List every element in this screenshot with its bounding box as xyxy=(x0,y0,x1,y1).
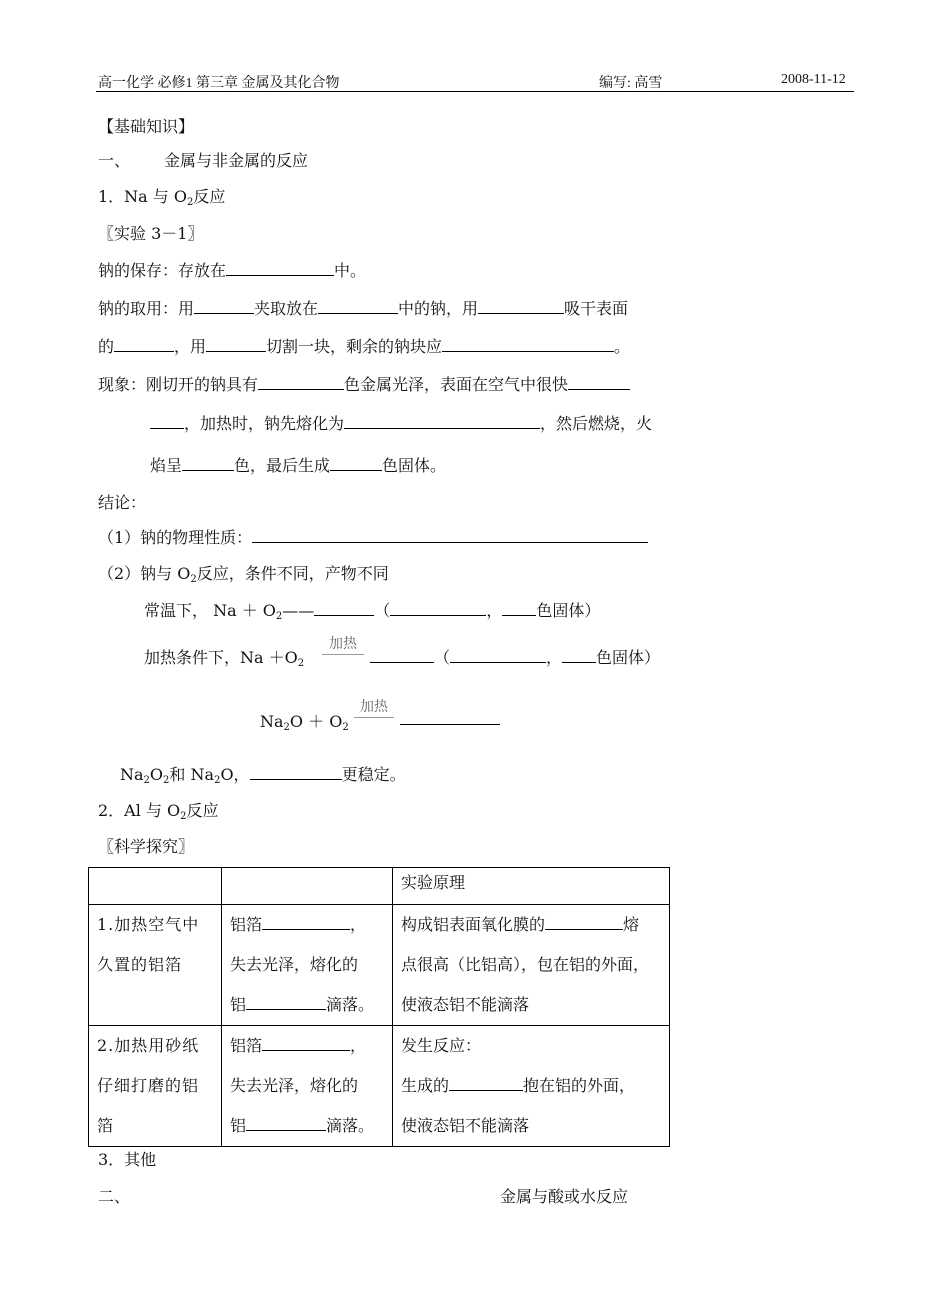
blank[interactable] xyxy=(390,600,486,616)
compare-line xyxy=(120,762,406,786)
takeout-b: 夹取放在 xyxy=(254,299,319,318)
cmp-s1: 2 xyxy=(143,775,150,786)
row2-cell-1 xyxy=(89,1026,222,1147)
blank[interactable] xyxy=(344,413,540,429)
part1-num: 一、 xyxy=(98,151,131,170)
header-rule xyxy=(96,91,854,92)
row2-cell-2 xyxy=(222,1026,393,1147)
row2-c2a: 铝箔 xyxy=(230,1036,263,1055)
header-subject: 高一化学 必修1 第三章 金属及其化合物 xyxy=(98,76,340,91)
row1-c2a: 铝箔 xyxy=(230,915,263,934)
takeout-line-1 xyxy=(98,296,628,319)
r2-c: （ xyxy=(434,648,451,667)
row2-c1-line3: 箔 xyxy=(97,1116,115,1135)
blank[interactable] xyxy=(194,298,254,314)
row2-c3-line1: 发生反应： xyxy=(401,1036,482,1055)
reaction-room-temp xyxy=(144,598,600,622)
takeout-g: 切割一块，剩余的钠块应 xyxy=(266,337,443,356)
blank[interactable] xyxy=(182,455,234,471)
r2-d: ， xyxy=(546,648,563,667)
item2-sub: 2 xyxy=(180,811,187,822)
phenom-f: 色，最后生成 xyxy=(234,456,331,475)
r3-s2: 2 xyxy=(342,722,349,733)
blank[interactable] xyxy=(246,994,326,1010)
cmp-a: Na xyxy=(120,765,144,784)
blank[interactable] xyxy=(450,647,546,663)
storage-text-a: 钠的保存：存放在 xyxy=(98,261,227,280)
r1-e: 色固体） xyxy=(536,601,601,620)
header-author: 编写: 高雪 xyxy=(599,76,663,91)
takeout-c: 中的钠，用 xyxy=(398,299,479,318)
row1-c3-line2: 点很高（比铝高），包在铝的外面， xyxy=(401,955,650,974)
storage-text-b: 中。 xyxy=(334,261,367,280)
blank[interactable] xyxy=(252,527,648,543)
blank[interactable] xyxy=(206,336,266,352)
cmp-d: O， xyxy=(220,765,250,784)
cmp-s3: 2 xyxy=(214,775,221,786)
blank[interactable] xyxy=(246,1115,326,1131)
table-header-row xyxy=(89,868,670,905)
blank[interactable] xyxy=(114,336,174,352)
r3-b: O ＋ O xyxy=(289,712,343,731)
heat-label-1: 加热 xyxy=(329,636,357,652)
heat-arrow-2 xyxy=(354,699,394,718)
item3-heading: 3．其他 xyxy=(98,1150,157,1169)
row2-c2b: ， xyxy=(350,1036,367,1055)
takeout-f: ，用 xyxy=(174,337,207,356)
blank[interactable] xyxy=(442,336,614,352)
row1-cell-3 xyxy=(393,905,670,1026)
cmp-c: 和 Na xyxy=(169,765,215,784)
row2-c2-line3 xyxy=(230,1106,384,1146)
phenom-line-2 xyxy=(150,411,652,434)
reaction-heating-1-blanks xyxy=(370,645,660,668)
blank[interactable] xyxy=(262,1035,350,1051)
phenom-line-1 xyxy=(98,372,630,395)
item1-label: 1．Na 与 O xyxy=(98,187,188,206)
blank[interactable] xyxy=(258,374,344,390)
row2-c3b: 生成的 xyxy=(401,1076,450,1095)
r1-c: （ xyxy=(374,601,391,620)
al-experiment-table xyxy=(88,867,670,1147)
r1-sub: 2 xyxy=(275,611,283,622)
row1-c3-line1 xyxy=(401,905,661,945)
item2-heading xyxy=(98,798,219,822)
row2-c1-line1: 2.加热用砂纸 xyxy=(97,1036,200,1055)
blank[interactable] xyxy=(400,709,500,725)
phenom-c: ，加热时，钠先熔化为 xyxy=(184,414,345,433)
blank[interactable] xyxy=(318,298,398,314)
blank[interactable] xyxy=(502,600,536,616)
row1-c1-line2: 久置的铝箔 xyxy=(97,955,183,974)
header-date: 2008-11-12 xyxy=(781,72,846,87)
heat-label-2: 加热 xyxy=(360,699,388,715)
c2-sub: 2 xyxy=(190,574,197,585)
takeout-a: 钠的取用：用 xyxy=(98,299,195,318)
reaction-heating-2-blank xyxy=(400,709,500,729)
item1-sub: 2 xyxy=(187,197,194,208)
blank[interactable] xyxy=(370,647,434,663)
takeout-h: 。 xyxy=(614,337,631,356)
row1-c3-line3: 使液态铝不能滴落 xyxy=(401,995,530,1014)
r3-s1: 2 xyxy=(283,722,290,733)
part1-heading xyxy=(98,148,308,171)
blank[interactable] xyxy=(262,914,350,930)
r1-d: ， xyxy=(486,601,503,620)
conclusion-1 xyxy=(98,525,648,548)
item2-tail: 反应 xyxy=(186,801,219,820)
c2-b: 反应，条件不同，产物不同 xyxy=(196,564,389,583)
takeout-line-2 xyxy=(98,334,630,357)
row1-c2b: ， xyxy=(350,915,367,934)
row2-c2e: 滴落。 xyxy=(326,1116,375,1135)
blank[interactable] xyxy=(226,260,334,276)
takeout-e: 的 xyxy=(98,337,115,356)
section-title: 【基础知识】 xyxy=(98,117,195,136)
phenom-g: 色固体。 xyxy=(382,456,447,475)
phenom-e: 焰呈 xyxy=(150,456,183,475)
blank[interactable] xyxy=(562,647,596,663)
reaction-heating-2 xyxy=(260,709,349,733)
part1-title: 金属与非金属的反应 xyxy=(164,151,309,170)
row1-c3a: 构成铝表面氧化膜的 xyxy=(401,915,546,934)
row1-c2d: 铝 xyxy=(230,995,247,1014)
row2-c3c: 抱在铝的外面， xyxy=(523,1076,636,1095)
table-row xyxy=(89,1026,670,1147)
c2-a: （2）钠与 O xyxy=(98,564,191,583)
r2-a: 加热条件下，Na ＋O xyxy=(144,648,298,667)
item2-label: 2．Al 与 O xyxy=(98,801,181,820)
row2-c2d: 铝 xyxy=(230,1116,247,1135)
storage-line xyxy=(98,258,366,281)
row1-cell-2 xyxy=(222,905,393,1026)
part2-num: 二、 xyxy=(98,1187,131,1206)
conclusion-label: 结论： xyxy=(98,493,147,512)
row2-c2-line1 xyxy=(230,1026,384,1066)
phenom-b: 色金属光泽，表面在空气中很快 xyxy=(344,375,569,394)
takeout-d: 吸干表面 xyxy=(564,299,629,318)
blank[interactable] xyxy=(478,298,564,314)
blank[interactable] xyxy=(314,600,374,616)
row2-c2-line2: 失去光泽，熔化的 xyxy=(230,1076,359,1095)
cmp-e: 更稳定。 xyxy=(341,765,406,784)
table-header-empty-2 xyxy=(222,868,393,905)
c1-text: （1）钠的物理性质： xyxy=(98,528,253,547)
table-header-empty-1 xyxy=(89,868,222,905)
phenom-d: ，然后燃烧，火 xyxy=(540,414,653,433)
experiment-label: 〖实验 3－1〗 xyxy=(98,224,204,243)
cmp-b: O xyxy=(149,765,164,784)
row1-cell-1 xyxy=(89,905,222,1026)
phenom-line-3 xyxy=(150,453,446,476)
item1-heading xyxy=(98,184,225,208)
row1-c3b: 熔 xyxy=(623,915,640,934)
blank[interactable] xyxy=(545,914,623,930)
item1-tail: 反应 xyxy=(193,187,226,206)
blank[interactable] xyxy=(330,455,382,471)
row1-c2-line2: 失去光泽，熔化的 xyxy=(230,955,359,974)
r1-a: 常温下， Na ＋ O xyxy=(144,601,276,620)
row1-c2-line3 xyxy=(230,985,384,1025)
blank[interactable] xyxy=(250,764,342,780)
row2-c3-line3: 使液态铝不能滴落 xyxy=(401,1116,530,1135)
table-row xyxy=(89,905,670,1026)
row1-c1-line1: 1.加热空气中 xyxy=(97,915,200,934)
part2-title: 金属与酸或水反应 xyxy=(500,1187,629,1206)
row1-c2e: 滴落。 xyxy=(326,995,375,1014)
conclusion-2 xyxy=(98,561,389,585)
blank[interactable] xyxy=(568,374,630,390)
heat-line-1 xyxy=(322,654,364,655)
r3-a: Na xyxy=(260,712,284,731)
heat-line-2 xyxy=(354,717,394,718)
blank[interactable] xyxy=(449,1075,523,1091)
row2-c1-line2: 仔细打磨的铝 xyxy=(97,1076,200,1095)
cmp-s2: 2 xyxy=(163,775,170,786)
heat-arrow-1 xyxy=(322,636,364,655)
row2-c3-line2 xyxy=(401,1066,661,1106)
phenom-a: 现象：刚切开的钠具有 xyxy=(98,375,259,394)
r2-e: 色固体） xyxy=(596,648,661,667)
blank[interactable] xyxy=(150,413,184,429)
explore-label: 〖科学探究〗 xyxy=(98,837,195,856)
r2-sub: 2 xyxy=(297,658,305,669)
reaction-heating-1 xyxy=(144,645,304,669)
row2-cell-3 xyxy=(393,1026,670,1147)
table-header-principle: 实验原理 xyxy=(393,868,670,905)
row1-c2-line1 xyxy=(230,905,384,945)
r1-b: —— xyxy=(282,601,315,620)
